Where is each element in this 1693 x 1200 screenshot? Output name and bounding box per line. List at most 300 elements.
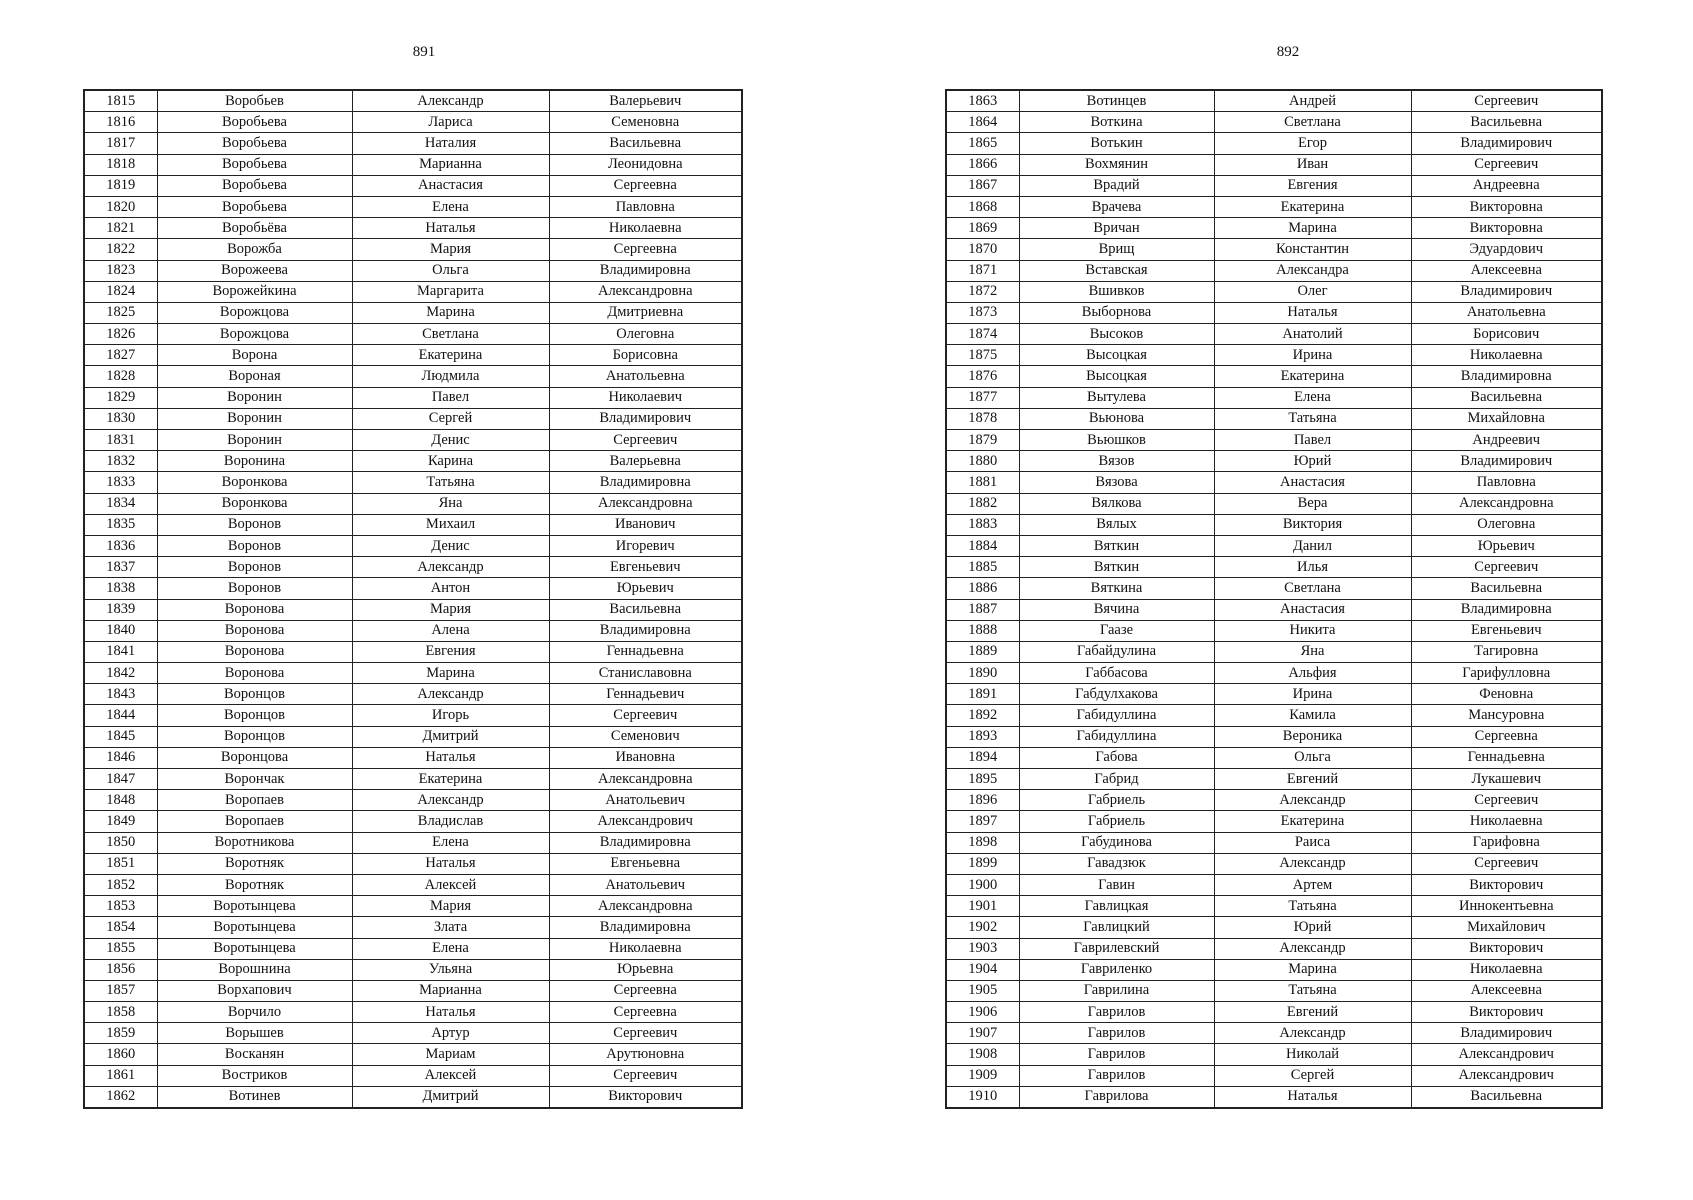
table-row: [946, 620, 1602, 641]
row-number-cell: 1874: [946, 324, 1019, 345]
patronymic-cell: Сергеевич: [549, 1023, 742, 1044]
patronymic-cell: Геннадьевна: [549, 641, 742, 662]
first-name-cell: Елена: [1214, 387, 1411, 408]
patronymic-cell: Владимирович: [549, 408, 742, 429]
table-row: [946, 1065, 1602, 1086]
first-name-cell: Сергей: [1214, 1065, 1411, 1086]
table-row: [84, 578, 742, 599]
table-row: [946, 1086, 1602, 1108]
surname-cell: Ворышев: [157, 1023, 352, 1044]
surname-cell: Воронов: [157, 514, 352, 535]
row-number-cell: 1877: [946, 387, 1019, 408]
table-row: [946, 472, 1602, 493]
first-name-cell: Николай: [1214, 1044, 1411, 1065]
table-row: [946, 959, 1602, 980]
first-name-cell: Александр: [1214, 1023, 1411, 1044]
surname-cell: Востриков: [157, 1065, 352, 1086]
row-number-cell: 1882: [946, 493, 1019, 514]
row-number-cell: 1817: [84, 133, 157, 154]
row-number-cell: 1860: [84, 1044, 157, 1065]
surname-cell: Ворончак: [157, 769, 352, 790]
first-name-cell: Светлана: [1214, 112, 1411, 133]
patronymic-cell: Семенович: [549, 726, 742, 747]
surname-cell: Ворожба: [157, 239, 352, 260]
table-row: [946, 705, 1602, 726]
surname-cell: Воронова: [157, 641, 352, 662]
table-row: [84, 641, 742, 662]
table-row: [84, 811, 742, 832]
table-row: [946, 874, 1602, 895]
patronymic-cell: Николаевна: [1411, 959, 1602, 980]
patronymic-cell: Васильевна: [1411, 112, 1602, 133]
row-number-cell: 1910: [946, 1086, 1019, 1108]
row-number-cell: 1893: [946, 726, 1019, 747]
row-number-cell: 1845: [84, 726, 157, 747]
table-row: [84, 874, 742, 895]
patronymic-cell: Лукашевич: [1411, 769, 1602, 790]
row-number-cell: 1832: [84, 451, 157, 472]
surname-cell: Гавин: [1019, 874, 1214, 895]
table-row: [946, 154, 1602, 175]
table-row: [84, 747, 742, 768]
table-row: [946, 218, 1602, 239]
surname-cell: Вохмянин: [1019, 154, 1214, 175]
first-name-cell: Александр: [352, 557, 549, 578]
table-row: [84, 514, 742, 535]
row-number-cell: 1894: [946, 747, 1019, 768]
first-name-cell: Татьяна: [1214, 408, 1411, 429]
row-number-cell: 1889: [946, 641, 1019, 662]
first-name-cell: Иван: [1214, 154, 1411, 175]
first-name-cell: Дмитрий: [352, 1086, 549, 1108]
table-row: [946, 853, 1602, 874]
patronymic-cell: Сергеевна: [549, 980, 742, 1001]
row-number-cell: 1858: [84, 1002, 157, 1023]
patronymic-cell: Олеговна: [1411, 514, 1602, 535]
first-name-cell: Александр: [1214, 790, 1411, 811]
surname-cell: Врачева: [1019, 196, 1214, 217]
row-number-cell: 1880: [946, 451, 1019, 472]
patronymic-cell: Сергеевич: [549, 430, 742, 451]
patronymic-cell: Сергеевич: [1411, 853, 1602, 874]
patronymic-cell: Гарифулловна: [1411, 663, 1602, 684]
first-name-cell: Артур: [352, 1023, 549, 1044]
surname-cell: Вязова: [1019, 472, 1214, 493]
table-row: [946, 535, 1602, 556]
surname-cell: Габбасова: [1019, 663, 1214, 684]
first-name-cell: Мариам: [352, 1044, 549, 1065]
table-row: [946, 663, 1602, 684]
patronymic-cell: Павловна: [1411, 472, 1602, 493]
row-number-cell: 1836: [84, 535, 157, 556]
row-number-cell: 1869: [946, 218, 1019, 239]
patronymic-cell: Николаевна: [549, 938, 742, 959]
patronymic-cell: Сергеевич: [1411, 790, 1602, 811]
surname-cell: Гаврилов: [1019, 1065, 1214, 1086]
patronymic-cell: Валерьевна: [549, 451, 742, 472]
table-row: [84, 599, 742, 620]
surname-cell: Воропаев: [157, 811, 352, 832]
first-name-cell: Елена: [352, 938, 549, 959]
row-number-cell: 1821: [84, 218, 157, 239]
first-name-cell: Наталья: [352, 218, 549, 239]
row-number-cell: 1854: [84, 917, 157, 938]
first-name-cell: Алексей: [352, 1065, 549, 1086]
row-number-cell: 1887: [946, 599, 1019, 620]
row-number-cell: 1840: [84, 620, 157, 641]
surname-cell: Воронова: [157, 663, 352, 684]
first-name-cell: Вероника: [1214, 726, 1411, 747]
surname-cell: Выборнова: [1019, 302, 1214, 323]
surname-cell: Высоцкая: [1019, 366, 1214, 387]
patronymic-cell: Сергеевна: [549, 175, 742, 196]
surname-cell: Воронцов: [157, 684, 352, 705]
patronymic-cell: Леонидовна: [549, 154, 742, 175]
patronymic-cell: Сергеевич: [549, 705, 742, 726]
first-name-cell: Екатерина: [1214, 811, 1411, 832]
first-name-cell: Анастасия: [1214, 472, 1411, 493]
row-number-cell: 1863: [946, 90, 1019, 112]
surname-cell: Высоцкая: [1019, 345, 1214, 366]
first-name-cell: Евгения: [352, 641, 549, 662]
first-name-cell: Екатерина: [352, 345, 549, 366]
patronymic-cell: Анатольевна: [549, 366, 742, 387]
row-number-cell: 1839: [84, 599, 157, 620]
table-row: [946, 281, 1602, 302]
first-name-cell: Наталья: [1214, 1086, 1411, 1108]
table-row: [946, 324, 1602, 345]
row-number-cell: 1853: [84, 896, 157, 917]
row-number-cell: 1884: [946, 535, 1019, 556]
patronymic-cell: Николаевна: [1411, 811, 1602, 832]
row-number-cell: 1865: [946, 133, 1019, 154]
surname-cell: Воротынцева: [157, 917, 352, 938]
patronymic-cell: Владимировна: [549, 832, 742, 853]
table-row: [84, 281, 742, 302]
surname-cell: Воронов: [157, 557, 352, 578]
row-number-cell: 1883: [946, 514, 1019, 535]
row-number-cell: 1908: [946, 1044, 1019, 1065]
row-number-cell: 1870: [946, 239, 1019, 260]
surname-cell: Габудинова: [1019, 832, 1214, 853]
row-number-cell: 1885: [946, 557, 1019, 578]
surname-cell: Вяткин: [1019, 557, 1214, 578]
surname-cell: Ворожеева: [157, 260, 352, 281]
first-name-cell: Альфия: [1214, 663, 1411, 684]
surname-cell: Габайдулина: [1019, 641, 1214, 662]
row-number-cell: 1881: [946, 472, 1019, 493]
row-number-cell: 1900: [946, 874, 1019, 895]
row-number-cell: 1843: [84, 684, 157, 705]
table-row: [84, 302, 742, 323]
table-row: [946, 451, 1602, 472]
first-name-cell: Марина: [1214, 218, 1411, 239]
first-name-cell: Вера: [1214, 493, 1411, 514]
surname-cell: Воробьева: [157, 133, 352, 154]
surname-cell: Воропаев: [157, 790, 352, 811]
surname-cell: Ворожцова: [157, 324, 352, 345]
patronymic-cell: Александровна: [549, 281, 742, 302]
patronymic-cell: Гарифовна: [1411, 832, 1602, 853]
first-name-cell: Евгений: [1214, 1002, 1411, 1023]
surname-cell: Габдулхакова: [1019, 684, 1214, 705]
first-name-cell: Екатерина: [1214, 366, 1411, 387]
page-number-right: 892: [1276, 44, 1300, 60]
table-row: [84, 1002, 742, 1023]
table-row: [946, 726, 1602, 747]
surname-cell: Вшивков: [1019, 281, 1214, 302]
table-row: [946, 408, 1602, 429]
surname-cell: Вричан: [1019, 218, 1214, 239]
patronymic-cell: Владимирович: [1411, 451, 1602, 472]
patronymic-cell: Юрьевич: [1411, 535, 1602, 556]
row-number-cell: 1901: [946, 896, 1019, 917]
table-row: [84, 663, 742, 684]
patronymic-cell: Владимировна: [549, 917, 742, 938]
table-row: [84, 917, 742, 938]
first-name-cell: Александр: [1214, 853, 1411, 874]
table-row: [84, 684, 742, 705]
row-number-cell: 1844: [84, 705, 157, 726]
patronymic-cell: Викторович: [549, 1086, 742, 1108]
first-name-cell: Анастасия: [1214, 599, 1411, 620]
patronymic-cell: Владимирович: [1411, 1023, 1602, 1044]
first-name-cell: Марина: [1214, 959, 1411, 980]
row-number-cell: 1878: [946, 408, 1019, 429]
first-name-cell: Ульяна: [352, 959, 549, 980]
table-row: [946, 1002, 1602, 1023]
first-name-cell: Данил: [1214, 535, 1411, 556]
first-name-cell: Александра: [1214, 260, 1411, 281]
first-name-cell: Наталья: [352, 853, 549, 874]
patronymic-cell: Васильевна: [549, 133, 742, 154]
patronymic-cell: Евгеньевич: [549, 557, 742, 578]
row-number-cell: 1826: [84, 324, 157, 345]
surname-cell: Вотинев: [157, 1086, 352, 1108]
first-name-cell: Денис: [352, 430, 549, 451]
table-row: [84, 430, 742, 451]
patronymic-cell: Александрович: [1411, 1044, 1602, 1065]
first-name-cell: Светлана: [1214, 578, 1411, 599]
first-name-cell: Дмитрий: [352, 726, 549, 747]
patronymic-cell: Арутюновна: [549, 1044, 742, 1065]
first-name-cell: Наталья: [352, 747, 549, 768]
first-name-cell: Мария: [352, 239, 549, 260]
table-row: [946, 599, 1602, 620]
row-number-cell: 1850: [84, 832, 157, 853]
row-number-cell: 1818: [84, 154, 157, 175]
surname-cell: Вороная: [157, 366, 352, 387]
row-number-cell: 1859: [84, 1023, 157, 1044]
table-row: [84, 154, 742, 175]
surname-cell: Ворчило: [157, 1002, 352, 1023]
patronymic-cell: Евгеньевич: [1411, 620, 1602, 641]
row-number-cell: 1868: [946, 196, 1019, 217]
row-number-cell: 1830: [84, 408, 157, 429]
patronymic-cell: Ивановна: [549, 747, 742, 768]
first-name-cell: Екатерина: [352, 769, 549, 790]
first-name-cell: Александр: [352, 684, 549, 705]
page-number-left: 891: [412, 44, 436, 60]
patronymic-cell: Сергеевич: [1411, 90, 1602, 112]
first-name-cell: Карина: [352, 451, 549, 472]
table-row: [946, 917, 1602, 938]
surname-cell: Ворхапович: [157, 980, 352, 1001]
table-row: [84, 1044, 742, 1065]
row-number-cell: 1824: [84, 281, 157, 302]
first-name-cell: Александр: [352, 90, 549, 112]
patronymic-cell: Евгеньевна: [549, 853, 742, 874]
patronymic-cell: Васильевна: [549, 599, 742, 620]
patronymic-cell: Васильевна: [1411, 387, 1602, 408]
table-row: [946, 514, 1602, 535]
first-name-cell: Ирина: [1214, 345, 1411, 366]
first-name-cell: Сергей: [352, 408, 549, 429]
table-row: [84, 218, 742, 239]
patronymic-cell: Викторовна: [1411, 196, 1602, 217]
patronymic-cell: Сергеевна: [549, 1002, 742, 1023]
surname-cell: Вялкова: [1019, 493, 1214, 514]
surname-cell: Вялых: [1019, 514, 1214, 535]
first-name-cell: Марина: [352, 663, 549, 684]
surname-cell: Воронкова: [157, 493, 352, 514]
first-name-cell: Игорь: [352, 705, 549, 726]
row-number-cell: 1906: [946, 1002, 1019, 1023]
first-name-cell: Евгений: [1214, 769, 1411, 790]
surname-cell: Воробьев: [157, 90, 352, 112]
first-name-cell: Татьяна: [1214, 896, 1411, 917]
table-row: [84, 451, 742, 472]
row-number-cell: 1834: [84, 493, 157, 514]
patronymic-cell: Васильевна: [1411, 1086, 1602, 1108]
table-row: [946, 578, 1602, 599]
surname-cell: Воронина: [157, 451, 352, 472]
row-number-cell: 1819: [84, 175, 157, 196]
patronymic-cell: Мансуровна: [1411, 705, 1602, 726]
table-row: [946, 345, 1602, 366]
patronymic-cell: Олеговна: [549, 324, 742, 345]
first-name-cell: Егор: [1214, 133, 1411, 154]
row-number-cell: 1895: [946, 769, 1019, 790]
patronymic-cell: Владимирович: [1411, 133, 1602, 154]
roster-table-right: [945, 89, 1603, 1109]
row-number-cell: 1822: [84, 239, 157, 260]
patronymic-cell: Тагировна: [1411, 641, 1602, 662]
table-row: [84, 832, 742, 853]
patronymic-cell: Эдуардович: [1411, 239, 1602, 260]
surname-cell: Воронов: [157, 578, 352, 599]
table-row: [84, 112, 742, 133]
row-number-cell: 1861: [84, 1065, 157, 1086]
patronymic-cell: Васильевна: [1411, 578, 1602, 599]
row-number-cell: 1815: [84, 90, 157, 112]
row-number-cell: 1846: [84, 747, 157, 768]
patronymic-cell: Сергеевна: [1411, 726, 1602, 747]
surname-cell: Воротняк: [157, 874, 352, 895]
patronymic-cell: Викторовна: [1411, 218, 1602, 239]
patronymic-cell: Владимирович: [1411, 281, 1602, 302]
row-number-cell: 1873: [946, 302, 1019, 323]
patronymic-cell: Михайлович: [1411, 917, 1602, 938]
surname-cell: Воронцов: [157, 705, 352, 726]
surname-cell: Гаврилов: [1019, 1002, 1214, 1023]
table-row: [946, 747, 1602, 768]
patronymic-cell: Алексеевна: [1411, 980, 1602, 1001]
surname-cell: Гавлицкий: [1019, 917, 1214, 938]
patronymic-cell: Сергеевна: [549, 239, 742, 260]
first-name-cell: Татьяна: [1214, 980, 1411, 1001]
first-name-cell: Алексей: [352, 874, 549, 895]
row-number-cell: 1828: [84, 366, 157, 387]
surname-cell: Высоков: [1019, 324, 1214, 345]
patronymic-cell: Феновна: [1411, 684, 1602, 705]
surname-cell: Ворожцова: [157, 302, 352, 323]
table-row: [946, 430, 1602, 451]
patronymic-cell: Александрович: [549, 811, 742, 832]
patronymic-cell: Анатольевич: [549, 874, 742, 895]
table-row: [946, 896, 1602, 917]
first-name-cell: Яна: [352, 493, 549, 514]
row-number-cell: 1838: [84, 578, 157, 599]
surname-cell: Ворожейкина: [157, 281, 352, 302]
surname-cell: Вотинцев: [1019, 90, 1214, 112]
table-row: [84, 493, 742, 514]
row-number-cell: 1909: [946, 1065, 1019, 1086]
first-name-cell: Виктория: [1214, 514, 1411, 535]
surname-cell: Гавадзюк: [1019, 853, 1214, 874]
table-row: [84, 769, 742, 790]
table-row: [84, 790, 742, 811]
table-row: [946, 641, 1602, 662]
first-name-cell: Артем: [1214, 874, 1411, 895]
row-number-cell: 1875: [946, 345, 1019, 366]
patronymic-cell: Иннокентьевна: [1411, 896, 1602, 917]
surname-cell: Воробьёва: [157, 218, 352, 239]
surname-cell: Воротняк: [157, 853, 352, 874]
first-name-cell: Александр: [1214, 938, 1411, 959]
patronymic-cell: Владимировна: [1411, 599, 1602, 620]
first-name-cell: Камила: [1214, 705, 1411, 726]
patronymic-cell: Борисович: [1411, 324, 1602, 345]
patronymic-cell: Борисовна: [549, 345, 742, 366]
row-number-cell: 1888: [946, 620, 1019, 641]
first-name-cell: Анатолий: [1214, 324, 1411, 345]
patronymic-cell: Юрьевич: [549, 578, 742, 599]
first-name-cell: Владислав: [352, 811, 549, 832]
row-number-cell: 1847: [84, 769, 157, 790]
first-name-cell: Илья: [1214, 557, 1411, 578]
surname-cell: Воронин: [157, 408, 352, 429]
patronymic-cell: Анатольевна: [1411, 302, 1602, 323]
first-name-cell: Анастасия: [352, 175, 549, 196]
surname-cell: Ворошнина: [157, 959, 352, 980]
surname-cell: Вотькин: [1019, 133, 1214, 154]
row-number-cell: 1825: [84, 302, 157, 323]
patronymic-cell: Александровна: [1411, 493, 1602, 514]
surname-cell: Вытулева: [1019, 387, 1214, 408]
table-row: [946, 790, 1602, 811]
row-number-cell: 1907: [946, 1023, 1019, 1044]
surname-cell: Гавриленко: [1019, 959, 1214, 980]
first-name-cell: Лариса: [352, 112, 549, 133]
surname-cell: Гаврилов: [1019, 1044, 1214, 1065]
first-name-cell: Алена: [352, 620, 549, 641]
patronymic-cell: Станиславовна: [549, 663, 742, 684]
table-row: [84, 938, 742, 959]
patronymic-cell: Владимировна: [1411, 366, 1602, 387]
table-row: [84, 175, 742, 196]
table-row: [84, 90, 742, 112]
